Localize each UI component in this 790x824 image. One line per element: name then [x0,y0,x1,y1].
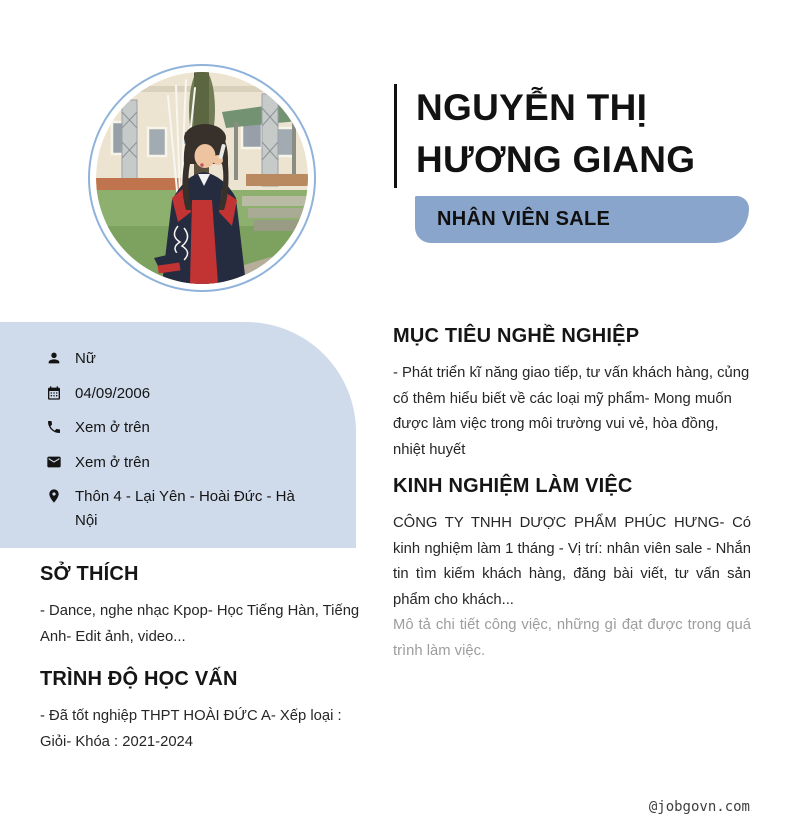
page-title [416,82,756,186]
education-body: - Đã tốt nghiệp THPT HOÀI ĐỨC A- Xếp loại : Giỏi- Khóa : 2021-2024 [40,708,342,750]
job-title-banner [415,196,749,243]
section-hobbies [40,563,360,650]
contact-info-box [0,322,356,548]
contact-row-email [46,451,320,475]
objective-heading: MỤC TIÊU NGHỀ NGHIỆP [393,325,640,347]
contact-row-phone [46,416,320,440]
profile-photo [96,72,308,284]
phone-value: Xem ở trên [75,419,150,436]
contact-row-gender [46,347,320,371]
email-icon [46,454,62,470]
experience-heading: KINH NGHIỆM LÀM VIỆC [393,475,633,497]
contact-row-birthdate [46,382,320,406]
phone-icon [46,419,62,435]
section-education [40,668,360,755]
contact-row-address [46,485,320,532]
section-objective [393,325,751,463]
watermark: @jobgovn.com [648,799,750,815]
email-value: Xem ở trên [75,453,150,471]
name-line1: NGUYỄN THỊ [416,87,648,128]
calendar-icon [46,385,62,401]
education-heading: TRÌNH ĐỘ HỌC VẤN [40,668,238,690]
hobbies-body: - Dance, nghe nhạc Kpop- Học Tiếng Hàn, Tiếng Anh- Edit ảnh, video... [40,603,360,645]
hobbies-heading: SỞ THÍCH [40,563,139,585]
job-title: NHÂN VIÊN SALE [437,208,611,230]
person-icon [46,350,62,366]
address-value: Thôn 4 - Lại Yên - Hoài Đức - Hà Nội [75,488,295,529]
gender-value: Nữ [75,350,96,367]
experience-body: CÔNG TY TNHH DƯỢC PHẨM PHÚC HƯNG- Có kinh nghiệm làm 1 tháng - Vị trí: nhân viên sale - Nhắn tin tìm kiếm khách hàng, đăng bài viết, tư vấn sản phẩm cho khách... [393,515,751,608]
profile-photo-ring [88,64,316,292]
location-icon [46,488,62,504]
experience-placeholder-note: Mô tả chi tiết công việc, những gì đạt được trong quá trình làm việc. [393,617,751,659]
name-line2: HƯƠNG GIANG [416,139,696,180]
section-experience [393,475,751,664]
birthdate-value: 04/09/2006 [75,384,151,402]
name-accent-bar [394,84,397,188]
objective-body: - Phát triển kĩ năng giao tiếp, tư vấn khách hàng, củng cố thêm hiểu biết về các loại mỹ phẩm- Mong muốn được làm việc trong môi trường vui vẻ, hòa đồng, nhiệt huyết [393,365,750,458]
